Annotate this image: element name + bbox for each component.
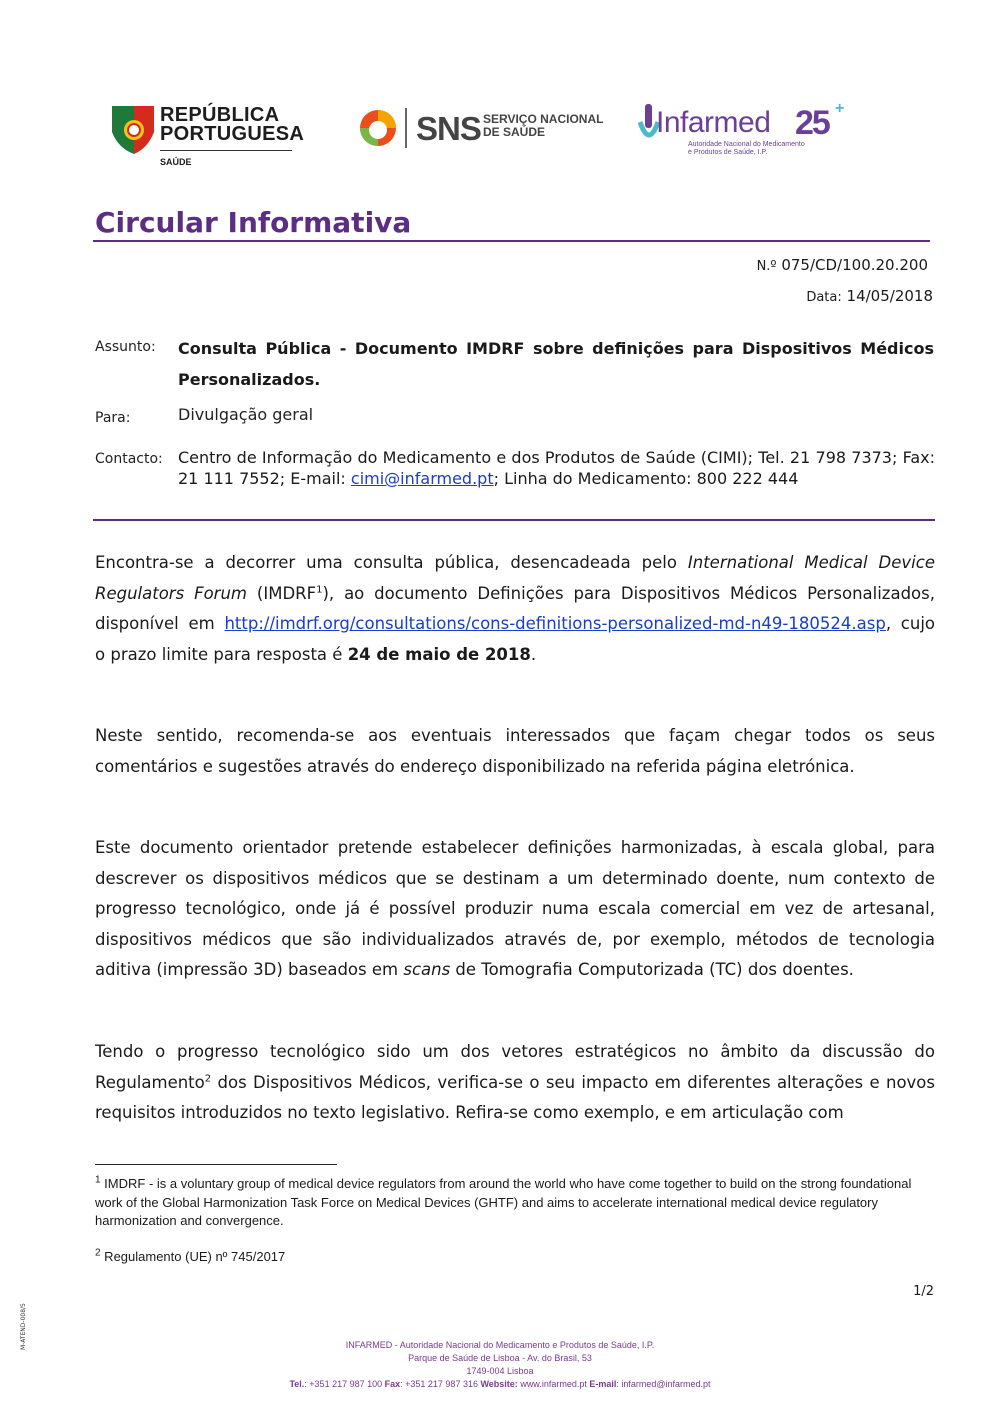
saude-label: SAÚDE	[160, 157, 192, 167]
paragraph-2: Neste sentido, recomenda-se aos eventuais interessados que façam chegar todos os seus comentários e sugestões através do endereço disponibilizado na referida página eletrónica.	[95, 726, 935, 776]
footnote-1: $^1$ IMDRF - is a voluntary group of medical device regulators from around the world who have come together to build on the strong foundational work of the Global Harmonization Task Force on Medical Devices (GHTF) and aims to accelerate international medical device regulatory harmonization and convergence.	[95, 1174, 912, 1228]
infarmed-anniversary: 25	[795, 104, 829, 142]
page-number: 1/2	[913, 1284, 934, 1299]
contacto-value: Centro de Informação do Medicamento e dos Produtos de Saúde (CIMI); Tel. 21 798 7373; Fax: 21 111 7552; E-mail: cimi@infarmed.pt; Linha do Medicamento: 800 222 444	[178, 448, 935, 488]
republica-portuguesa-logo	[108, 102, 158, 158]
infarmed-plus-icon: +	[835, 100, 845, 117]
footer-address: Parque de Saúde de Lisboa - Av. do Brasil, 53	[408, 1353, 592, 1363]
footer-postal: 1749-004 Lisboa	[466, 1366, 534, 1376]
sns-divider	[405, 108, 407, 148]
sns-logo-icon	[358, 108, 398, 148]
infarmed-subtitle: Autoridade Nacional do Medicamento e Produtos de Saúde, I.P.	[688, 141, 805, 156]
contact-email-link[interactable]: cimi@infarmed.pt	[350, 469, 494, 488]
logo-divider	[160, 150, 292, 151]
section-rule	[93, 519, 935, 521]
document-number: N.º 075/CD/100.20.200	[756, 256, 928, 274]
assunto-label: Assunto:	[95, 339, 156, 355]
title-rule	[93, 240, 930, 242]
infarmed-wordmark: Infarmed	[656, 106, 771, 139]
footnote-2: $^2$ Regulamento (UE) nº 745/2017	[95, 1247, 286, 1264]
sns-subtitle: SERVIÇO NACIONAL DE SAÚDE	[483, 112, 604, 139]
consultation-link[interactable]: http://imdrf.org/consultations/cons-definitions-personalized-md-n49-180524.asp	[224, 614, 886, 633]
page-title: Circular Informativa	[95, 206, 412, 239]
para-value: Divulgação geral	[178, 405, 314, 424]
document-date: Data: 14/05/2018	[806, 287, 933, 305]
footer-org: INFARMED - Autoridade Nacional do Medicamento e Produtos de Saúde, I.P.	[345, 1340, 655, 1350]
para-label: Para:	[95, 410, 131, 426]
footer-contacts: Tel.: +351 217 987 100 Fax: +351 217 987 316 Website: www.infarmed.pt E-mail: infarmed@infarmed.pt	[289, 1379, 711, 1389]
paragraph-1: Encontra-se a decorrer uma consulta pública, desencadeada pelo International Medical Device Regulators Forum (IMDRF$^1$), ao documento Definições para Dispositivos Médicos Personalizados, disponível em http://imdrf.org/consultations/cons-definitions-personalized-md-n49-180524.asp, cujo o prazo limite para resposta é 24 de maio de 2018.	[95, 553, 936, 664]
paragraph-3: Este documento orientador pretende estabelecer definições harmonizadas, à escala global, para descrever os dispositivos médicos que se destinam a um determinado doente, num contexto de progresso tecnológico, onde já é possível produzir numa escala comercial em vez de artesanal, dispositivos médicos que são individualizados através de, por exemplo, métodos de tecnologia aditiva (impressão 3D) baseados em scans de Tomografia Computorizada (TC) dos doentes.	[95, 838, 935, 979]
sns-wordmark: SNS	[416, 110, 481, 147]
footnote-rule	[95, 1164, 337, 1165]
contacto-label: Contacto:	[95, 451, 163, 467]
republica-portuguesa-wordmark: REPÚBLICA PORTUGUESA	[160, 104, 305, 145]
paragraph-4: Tendo o progresso tecnológico sido um dos vetores estratégicos no âmbito da discussão do Regulamento$^2$ dos Dispositivos Médicos, verifica-se o seu impacto em diferentes alterações e novos requisitos introduzidos no texto legislativo. Refira-se como exemplo, e em articulação com	[95, 1042, 935, 1122]
assunto-value: Consulta Pública - Documento IMDRF sobre definições para Dispositivos Médicos Personalizados.	[178, 339, 934, 389]
form-code: M-ATEND-008/5	[20, 1303, 27, 1350]
